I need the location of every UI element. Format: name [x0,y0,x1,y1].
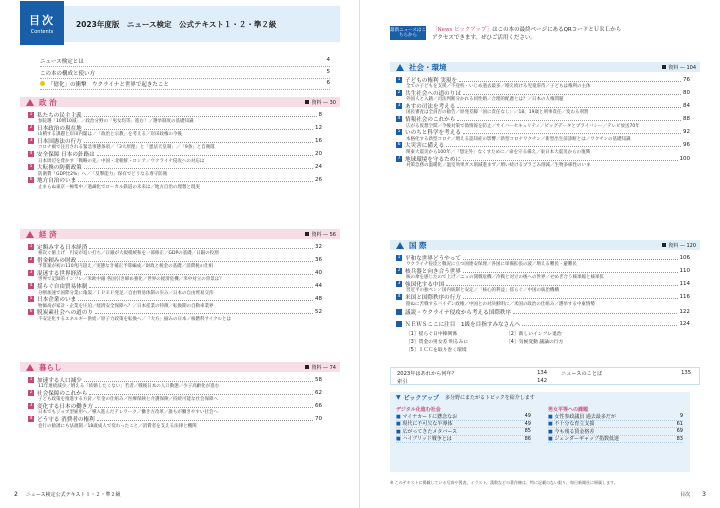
news-page: 124 [679,321,690,327]
toc-item[interactable] [396,267,690,280]
item-sub: 習近平の独ペン／国内統制と安定／「核心的利益」揺らぐ／中国の統治機構 [406,288,559,294]
square-icon [305,100,309,104]
item-title: 米国と国際秩序の行方 [405,295,461,302]
toc-item[interactable] [28,243,322,256]
item-title: 共生社会への道のりは [405,90,461,97]
item-page: 114 [679,280,690,287]
item-page: 16 [315,137,322,144]
item-number: 1 [29,243,33,249]
section-politics-header[interactable]: 政 治 資料 — 30 [20,97,340,107]
item-sub: 関東大震災から100年／「想定外」なくすために／命を守る備え／東日本大震災からの復興 [406,149,591,155]
page-number: 3 [702,491,706,498]
news-item: ［1］揺らぐ日中韓関係 [406,332,458,337]
item-number: 4 [397,294,401,300]
section-page: 74 [329,364,336,371]
item-sub: 参院選「10増10減」／政治分野の「男女均等」進む！／選挙制度の基礎知識 [38,119,194,124]
section-life-header[interactable]: 暮らし 資料 — 74 [20,362,340,372]
economy-list [28,243,322,322]
item-title: 借金頼みの財政 [37,257,77,264]
pickup-box [390,392,690,472]
item-number: 2 [397,89,401,95]
toc-item[interactable] [28,402,322,415]
pickup-right-col [548,406,683,443]
item-sub: 11年連続減少／増える「結婚したくない」若者／戦後日本の人口動態／少子高齢化が進む [38,384,220,389]
item-sub: 日本周辺を脅かす「戦略の先」中国・北朝鮮・ロシア／ウクライナ侵攻への対応は [38,158,205,164]
pickup-page: 86 [524,435,531,442]
item-number: 2 [29,256,33,262]
item-page: 26 [315,177,322,184]
item-title: 脱炭素社会への道のり [37,310,93,317]
item-title: いのちと科学を考える [405,130,461,137]
triangle-icon [396,64,404,71]
item-sub: 止まらぬ東京一極集中／過疎化でローカル鉄道の未来は／地方自治の理想と現実 [38,184,200,190]
item-sub: 分断加速で国際分業に亀裂／ＩＰＥＦ発足／自由貿易体制の歩み／日本の自由貿易交渉 [38,290,214,296]
news-items [406,330,606,353]
item-page: 76 [683,76,690,83]
item-number: 2 [29,124,33,130]
pickup-sub: 多分野にまたがるトピックを紹介します [444,395,535,401]
misc-row[interactable] [397,378,547,385]
pickup-left-head: デジタル化進む社会 [396,407,441,413]
item-page: 40 [315,269,322,276]
toc-item[interactable] [396,280,690,293]
toc-item[interactable] [28,111,322,124]
square-icon [305,232,309,236]
toc-item[interactable] [28,416,322,429]
item-title: 日本国憲法の行方 [37,138,82,145]
pickup-page: 69 [676,428,683,435]
item-number: 1 [29,376,33,382]
item-sub: 相次ぐ値上げ 円安が追い打ち／日銀が大規模緩和を一部修正／GDPの基礎／日銀の役割 [38,251,219,256]
toc-item[interactable] [396,76,690,89]
section-page: 104 [686,64,696,71]
misc-label: 索引 [397,379,408,385]
news-title: ＮＥＷＳここに注目 1級を目指すみなさんへ [405,322,521,328]
toc-item[interactable] [396,89,690,102]
triangle-down-icon: ▼ [396,394,401,401]
footer-right [680,491,706,498]
item-page: 62 [315,389,322,396]
intro-label: この本の構成と使い方 [40,70,96,77]
intro-text: はこの本の最終ページにあるQRコードとＵＲＬから [492,27,622,33]
item-page: 70 [315,416,322,423]
item-title: あすの司法を考える [405,103,456,110]
toc-item[interactable] [28,389,322,402]
item-page: 44 [315,283,322,290]
intro-text: アクセスできます。ぜひご活用ください。 [432,35,536,41]
item-number: 4 [29,151,33,157]
misc-row[interactable] [561,370,691,377]
item-sub: 日本でもジョブ型雇用へ／導入進んだテレワーク／働き方改革／誰もが働きやすい社会へ [38,410,218,416]
item-page: 58 [315,376,322,383]
item-sub: ウクライナ侵攻と戦況に立つ国連安保理／各国に軍備拡張の波／増える難民・避難民 [406,262,577,267]
item-title: 日本企業のいま [37,297,77,304]
section-name: 暮らし [39,362,62,372]
badge-sub: Contents [30,28,54,35]
toc-item[interactable] [396,102,690,115]
toc-item[interactable] [396,254,690,267]
misc-page: 134 [537,370,547,376]
intl-list [396,254,690,307]
item-page: 24 [315,164,322,171]
toc-item[interactable] [396,116,690,129]
item-sub: 巻行の勧誘にも法規制／18歳成人で変わったこと／消費者を支える法律と機関 [38,423,197,429]
item-sub: 勘ぬに苦戦するバイデン政権／中国との対決鮮明に／米国の政治の仕組み／選挙する中東情勢 [406,301,595,307]
pickup-page: 61 [676,420,683,427]
pickup-row[interactable] [548,436,683,444]
item-title: 大災害に備える [405,143,445,150]
misc-box [390,367,700,385]
item-page: 106 [679,254,690,261]
item-number: 3 [29,269,33,275]
pickup-left-col [396,406,531,443]
news-item: ［2］新しいインフレ退治 [506,332,562,337]
pickup-row[interactable] [396,436,531,444]
item-title: どう守る 消費者の権利 [37,417,95,424]
pickup-item: ■ 広がってきたメタバース [396,428,458,435]
item-sub: 子ども政策を推進する方針／年金の仕組み／医療保険と介護保険／持続可能な社会保障へ [38,397,218,403]
pickup-item: ■ ジェンダーギャップ指数低迷 [548,436,620,443]
pickup-item: ■ 不十分な育立支援 [548,421,595,428]
item-title: 強国化する中国 [405,281,445,288]
triangle-icon [26,99,34,106]
item-page: 110 [679,267,690,274]
item-sub: 山積する課題と岸田内閣は／「政治と宗教」を考える／岸田政権の今後 [38,132,182,138]
item-title: 日本政治の現在地 [37,125,82,132]
toc-item[interactable] [28,164,322,177]
item-number: 6 [29,177,33,183]
section-name: 社会・環境 [409,62,447,72]
item-sub: 対策急務の温暖化／温室効果ガス削減進まず／増い続けるプラごみ削減／生物多様性のいま [406,163,591,169]
toc-item[interactable] [28,376,322,389]
item-number: 3 [397,280,401,286]
pickup-header [390,392,690,403]
item-title: 大転換の防衛政策 [37,165,82,172]
intro-row[interactable] [40,56,330,67]
item-sub: 予算案が初の110兆円超え／実態なき補正予算編成／財政と税金の基礎／消費税の仕組 [38,264,214,270]
triangle-icon [26,364,34,371]
toc-item[interactable] [28,137,322,150]
news-item: ［3］賃金の男女差 明るみに [406,340,469,345]
item-page: 36 [315,256,322,263]
page-title: 2023年度版 ニュース検定 公式テキスト１・２・準２級 [76,19,277,29]
badge-main: 目次 [29,13,55,27]
latest-news-badge-label: 最新ニュースはこちらから [390,28,426,38]
toc-item[interactable] [28,296,322,309]
pickup-right-head: 男女平等への課題 [548,407,589,413]
pickup-title: ピックアップ [403,395,439,402]
footer-left [14,491,120,498]
news-row[interactable] [396,320,690,328]
item-page: 116 [679,294,690,301]
toc-item[interactable] [396,155,690,168]
item-title: 変化する日本の働き方 [37,403,93,410]
item-sub: 世界で記録的インフレ／米欧中銀 各国引き締め強化／世界の経済危機／米中対立の背景は？ [38,277,224,283]
special-page: 122 [679,309,690,315]
item-page: 96 [683,142,690,149]
item-title: 安全保障 日本の針路は [37,152,95,159]
item-number: 1 [29,111,33,117]
intro-page: 5 [326,68,330,75]
item-number: 2 [397,267,401,273]
triangle-icon [26,231,34,238]
section-name: 国 際 [409,240,427,250]
item-title: 平和な世界どうやって [405,255,461,262]
right-page [360,0,720,508]
toc-item[interactable] [28,283,322,296]
section-page: 120 [686,242,696,249]
item-sub: コロナ禍で注目される緊急事態条項／「3大原理」と「憲法天皇制」／「9条」と自衛隊 [38,145,215,151]
pickup-page: 9 [679,413,683,420]
item-sub: 全ての子どもを支援／不登校・いじめ過去最多／増え続ける児童虐待／子どもは権利の主体 [406,84,591,89]
intro-list [40,56,330,90]
item-page: 8 [318,111,322,118]
society-list [396,76,690,168]
toc-item[interactable] [28,309,322,322]
item-title: 地球環境を守るために [405,156,461,163]
item-number: 7 [397,155,401,161]
item-number: 6 [29,309,33,315]
item-title: 子どもの権利 実現を [405,77,458,84]
item-title: 情報社会のこれから [405,117,456,124]
item-page: 100 [679,155,690,162]
item-number: 4 [29,283,33,289]
page-number: 2 [14,491,18,498]
news-pickup-intro [432,26,702,42]
item-title: 私たちの民主主義 [37,112,82,119]
item-title: 混迷する世界経済 [37,270,82,277]
section-economy-header[interactable]: 経 済 資料 — 56 [20,229,340,239]
pickup-page: 85 [524,428,531,435]
item-title: 加速する人口減少 [37,377,82,384]
item-sub: 外国人と入籍／司法判断分かれる同性婚／合理的配慮とは？／日本の人権問題 [406,97,564,103]
special-row[interactable] [396,308,690,316]
section-name: 経 済 [39,229,57,239]
footer-text: ニュース検定公式テキスト１・２・準２級 [25,492,121,498]
toc-item[interactable] [28,177,322,190]
politics-list [28,111,322,190]
header-band [20,6,340,42]
toc-item[interactable] [396,142,690,155]
square-icon [396,309,402,315]
item-number: 3 [29,137,33,143]
toc-item[interactable] [396,294,690,307]
news-pickup-link[interactable]: ［News ピックアップ］ [432,27,493,33]
toc-item[interactable] [28,151,322,164]
contents-badge [20,1,64,45]
pickup-item: ■ マイナカードに懸念なお [396,413,458,420]
item-sub: 国民審査は全員否の勧告／原発差脚「国に責任なし」／18、19歳と刑事責任／変わる刑罰 [406,110,589,116]
item-page: 88 [683,116,690,123]
section-intl-header[interactable]: 国 際 資料 — 120 [390,240,700,250]
pickup-item: ■ ハイブリッド戦争とは [396,436,452,443]
special-title: 議説・ウクライナ侵攻から考える国際秩序 [405,310,512,316]
item-title: 地方自治のいま [37,178,77,185]
toc-item[interactable] [28,256,322,269]
item-page: 80 [683,89,690,96]
item-page: 12 [315,124,322,131]
item-sub: 核の傘を感じたので上げ／ニュの開戦危機／冷戦と対立の後への世界／せめぎ合う核軍縮と核軍拡 [406,275,604,281]
item-title: 定額みする日本経済 [37,244,88,251]
item-title: 揺らぐ自由貿易体制 [37,284,88,291]
pickup-item: ■ 現代に不可欠な半導体 [396,421,453,428]
item-page: 84 [683,102,690,109]
footnote: ※ このテキストに掲載している写真や図表、イラスト、漢数などの著作権は、特に記載のない限り、毎日新聞社に帰属します。 [390,480,618,485]
life-list [28,376,322,429]
item-number: 3 [29,402,33,408]
pickup-item: ■ 今も残る賃金格差 [548,428,595,435]
section-page: 30 [329,99,336,106]
item-number: 3 [397,102,401,108]
news-item: ［4］気候変動 議論の行方 [506,340,564,345]
pickup-page: 83 [676,435,683,442]
item-page: 66 [315,402,322,409]
item-number: 2 [29,389,33,395]
intro-row[interactable] [40,67,330,78]
item-number: 5 [397,129,401,135]
item-number: 1 [397,76,401,82]
item-number: 1 [397,254,401,260]
footer-text: 目次 [680,492,691,498]
item-number: 4 [397,116,401,122]
item-page: 32 [315,243,322,250]
item-sub: 本格化する新型コロナ／増える認知症の影響／新型コロナワクチン／新型出生前診断とは／ワクチンの基礎知識 [406,136,631,142]
intro-label: 「億化」の衝撃 ウクライナと世界で起きたこと [48,81,169,88]
item-page: 20 [315,151,322,158]
item-number: 4 [29,416,33,422]
triangle-icon [396,242,404,249]
dot-icon [40,81,45,86]
section-page: 56 [329,231,336,238]
square-icon [305,365,309,369]
intro-label: ニュース検定とは [40,59,84,66]
item-title: 核兵器と向き合う世界 [405,268,461,275]
item-sub: 広がる仮想空間／今後対策で偽情報を防止／サイバーセキュリティ／ビッグデータとプライバシー／テレビ放送70年 [406,123,640,129]
misc-page: 142 [537,378,547,384]
item-page: 52 [315,309,322,316]
item-page: 92 [683,129,690,136]
pickup-item: ■ 女性参政議員 過去最多だが [548,413,616,420]
item-number: 5 [29,164,33,170]
intro-row[interactable] [40,79,330,90]
pickup-page: 49 [524,420,531,427]
misc-label: ニュースのことば [561,371,603,377]
item-title: 社会保障のこれから [37,390,88,397]
pickup-page: 49 [524,413,531,420]
misc-row[interactable] [397,370,547,377]
misc-page: 135 [681,370,691,376]
square-icon [662,243,666,247]
misc-label: 2023年はあれから何年？ [397,371,457,377]
section-society-header[interactable]: 社会・環境 資料 — 104 [390,62,700,72]
intro-page: 6 [326,79,330,86]
toc-item[interactable] [396,129,690,142]
square-icon [396,321,402,327]
news-item: ［5］ＩＣＣを取り巻く環境 [406,348,467,353]
toc-item[interactable] [28,269,322,282]
section-name: 政 治 [39,97,57,107]
item-sub: 不安定化するエネルギー供給／原子力政策を転換へ／「大方」揃みの日本／核燃料サイクルとは [38,316,231,322]
item-sub: 物価高が家計・企業を圧迫／経済安全保障へ？／日本産業の特徴／転換期の自動車業界 [38,303,214,309]
square-icon [662,65,666,69]
latest-news-badge[interactable] [390,26,426,40]
item-sub: 防衛費「GDP比2%」へ／「反撃能力」保有でどうなる専守防衛 [38,171,168,177]
item-page: 48 [315,296,322,303]
item-number: 6 [397,142,401,148]
item-number: 5 [29,296,33,302]
intro-page: 4 [326,57,330,64]
toc-item[interactable] [28,124,322,137]
